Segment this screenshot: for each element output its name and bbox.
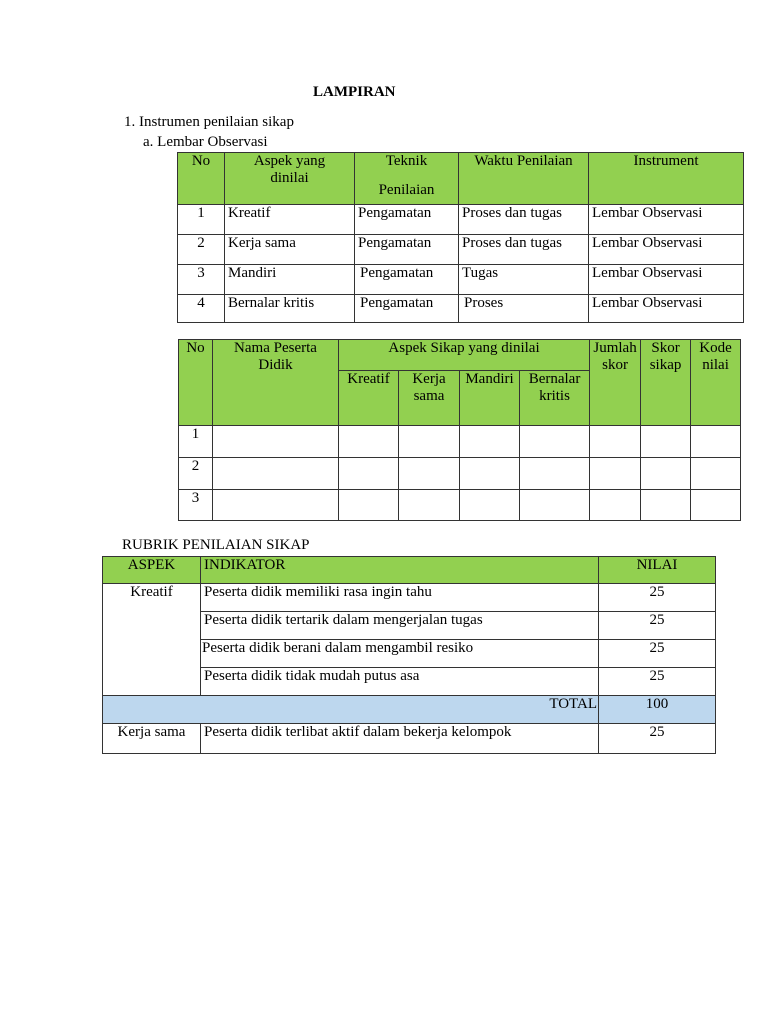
- table-row: [103, 724, 716, 754]
- header-nama: Nama Peserta Didik: [213, 340, 339, 426]
- cell-teknik: Pengamatan: [355, 205, 459, 235]
- cell-nilai: 25: [599, 640, 716, 668]
- table-row: [179, 458, 741, 490]
- cell-teknik: Pengamatan: [355, 265, 459, 295]
- cell-no: 3: [179, 490, 213, 521]
- table-row: [178, 205, 744, 235]
- header-mandiri: Mandiri: [460, 371, 520, 426]
- cell-indikator: Peserta didik berani dalam mengambil resiko: [201, 640, 599, 668]
- table-row: [179, 426, 741, 458]
- table-header-row: [103, 557, 716, 584]
- total-label: TOTAL: [103, 696, 599, 724]
- table-header-row: [178, 153, 744, 205]
- cell-no: 1: [179, 426, 213, 458]
- header-aspek: Aspek yang dinilai: [225, 153, 355, 205]
- cell-nilai: 25: [599, 724, 716, 754]
- cell-instrument: Lembar Observasi: [589, 265, 744, 295]
- cell-aspek: Bernalar kritis: [225, 295, 355, 323]
- cell-indikator: Peserta didik memiliki rasa ingin tahu: [201, 584, 599, 612]
- header-aspek-sikap: Aspek Sikap yang dinilai: [339, 340, 590, 371]
- cell-indikator: Peserta didik tidak mudah putus asa: [201, 668, 599, 696]
- header-kode: Kode nilai: [691, 340, 741, 426]
- cell-no: 2: [178, 235, 225, 265]
- cell-instrument: Lembar Observasi: [589, 205, 744, 235]
- header-no: No: [178, 153, 225, 205]
- cell-instrument: Lembar Observasi: [589, 235, 744, 265]
- header-indikator: INDIKATOR: [201, 557, 599, 584]
- cell-waktu: Tugas: [459, 265, 589, 295]
- table-row: [179, 490, 741, 521]
- cell-waktu: Proses: [459, 295, 589, 323]
- rubric-table: [102, 556, 716, 754]
- cell-indikator: Peserta didik tertarik dalam mengerjalan tugas: [201, 612, 599, 640]
- cell-waktu: Proses dan tugas: [459, 235, 589, 265]
- header-kerja-sama: Kerja sama: [399, 371, 460, 426]
- page-title: LAMPIRAN: [313, 84, 396, 100]
- subsection-heading: a. Lembar Observasi: [143, 134, 268, 150]
- cell-nilai: 25: [599, 668, 716, 696]
- header-instrument: Instrument: [589, 153, 744, 205]
- table-row: [178, 235, 744, 265]
- rubric-title: RUBRIK PENILAIAN SIKAP: [122, 537, 310, 553]
- header-waktu: Waktu Penilaian: [459, 153, 589, 205]
- cell-no: 1: [178, 205, 225, 235]
- cell-no: 2: [179, 458, 213, 490]
- cell-aspek: Mandiri: [225, 265, 355, 295]
- cell-indikator: Peserta didik terlibat aktif dalam bekerja kelompok: [201, 724, 599, 754]
- cell-aspek: Kerja sama: [103, 724, 201, 754]
- table-row: [178, 265, 744, 295]
- cell-aspek: Kerja sama: [225, 235, 355, 265]
- cell-nilai: 25: [599, 612, 716, 640]
- table-row: [103, 584, 716, 612]
- header-aspek: ASPEK: [103, 557, 201, 584]
- cell-no: 4: [178, 295, 225, 323]
- cell-no: 3: [178, 265, 225, 295]
- table-header-row: [179, 340, 741, 371]
- cell-teknik: Pengamatan: [355, 235, 459, 265]
- cell-nilai: 25: [599, 584, 716, 612]
- total-row: [103, 696, 716, 724]
- cell-aspek: Kreatif: [103, 584, 201, 696]
- header-teknik: Teknik Penilaian: [355, 153, 459, 205]
- header-jumlah: Jumlah skor: [590, 340, 641, 426]
- cell-aspek: Kreatif: [225, 205, 355, 235]
- table-row: [178, 295, 744, 323]
- cell-instrument: Lembar Observasi: [589, 295, 744, 323]
- cell-teknik: Pengamatan: [355, 295, 459, 323]
- assessment-table: [178, 339, 741, 521]
- section-heading: 1. Instrumen penilaian sikap: [124, 114, 294, 130]
- header-bernalar: Bernalar kritis: [520, 371, 590, 426]
- header-nilai: NILAI: [599, 557, 716, 584]
- header-kreatif: Kreatif: [339, 371, 399, 426]
- observation-table: [177, 152, 744, 323]
- total-value: 100: [599, 696, 716, 724]
- cell-waktu: Proses dan tugas: [459, 205, 589, 235]
- header-no: No: [179, 340, 213, 426]
- header-skor: Skor sikap: [641, 340, 691, 426]
